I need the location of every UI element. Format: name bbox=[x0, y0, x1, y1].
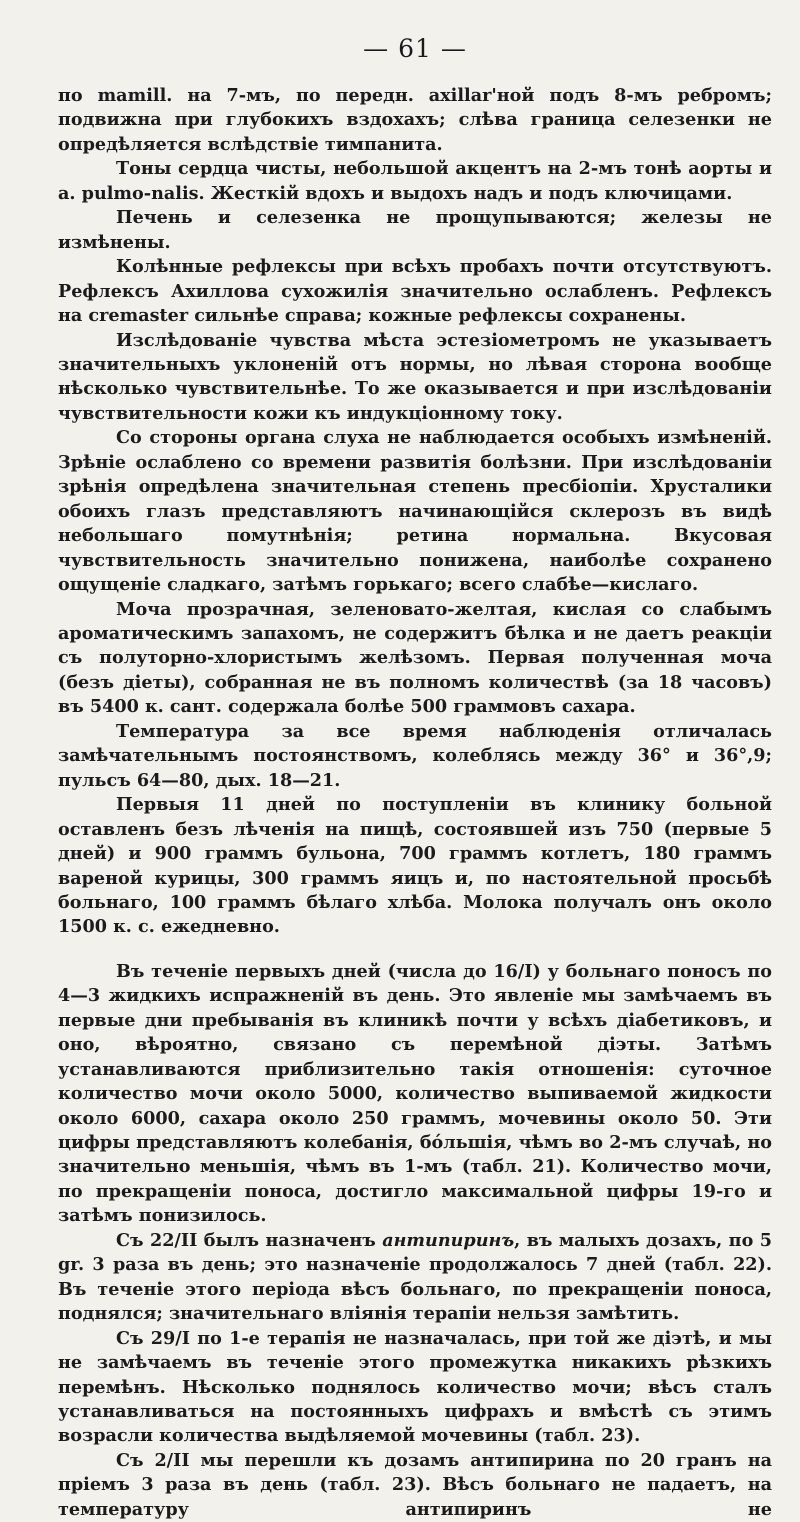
antipyrine-text-after: , въ малыхъ дозахъ, по 5 gr. 3 раза въ день; это назначеніе продолжалось 7 дней (табл. 22). Въ теченіе этого періода вѣсъ больнаго, по прекращеніи поноса, поднялся; значительнаго вліянія терапіи нельзя замѣтить. bbox=[58, 1229, 772, 1325]
page-number: — 61 — bbox=[363, 34, 467, 63]
paragraph-diet: Первыя 11 дней по поступленіи въ клинику больной оставленъ безъ лѣченія на пищѣ, состоявшей изъ 750 (первые 5 дней) и 900 граммъ бульона, 700 граммъ котлетъ, 180 граммъ вареной курицы, 300 граммъ яицъ и, по настоятельной просьбѣ больнаго, 100 граммъ бѣлаго хлѣба. Молока получалъ онъ около 1500 к. с. ежедневно. bbox=[58, 794, 772, 938]
paragraph-temperature: Температура за все время наблюденія отличалась замѣчательнымъ постоянствомъ, колеблясь между 36° и 36°,9; пульсъ 64—80, дых. 18—21. bbox=[58, 720, 772, 791]
paragraph-first-days: Въ теченіе первыхъ дней (числа до 16/I) у больнаго поносъ по 4—3 жидкихъ испражненій въ день. Это явленіе мы замѣчаемъ въ первые дни пребыванія въ клиникѣ почти у всѣхъ діабетиковъ, и оно, вѣроятно, связано съ перемѣной діэты. Затѣмъ устанавливаются приблизительно такія отношенія: суточное количество мочи около 5000, количество выпиваемой жидкости около 6000, сахара около 250 граммъ, мочевины около 50. Эти цифры представляютъ колебанія, бóльшія, чѣмъ во 2-мъ случаѣ, но значительно меньшія, чѣмъ въ 1-мъ (табл. 21). Количество мочи, по прекращеніи поноса, достигло максимальной цифры 19-го и затѣмъ понизилось. bbox=[58, 960, 772, 1227]
antipyrine-emphasis: антипиринъ bbox=[382, 1229, 515, 1251]
paragraph-antipyrine-doses: Съ 2/II мы перешли къ дозамъ антипирина по 20 гранъ на пріемъ 3 раза въ день (табл. 23). Вѣсъ больнаго не падаетъ, на температуру антипиринъ не bbox=[58, 1449, 772, 1520]
paragraph-senses: Со стороны органа слуха не наблюдается особыхъ измѣненій. Зрѣніе ослаблено со времени развитія болѣзни. При изслѣдованіи зрѣнія опредѣлена значительная степень пресбіопіи. Хрусталики обоихъ глазъ представляютъ начинающійся склерозъ въ видѣ небольшаго помутнѣнія; ретина нормальна. Вкусовая чувствительность значительно понижена, наиболѣе сохранено ощущеніе сладкаго, затѣмъ горькаго; всего слабѣе—кислаго. bbox=[58, 427, 772, 596]
paragraph-heart: Тоны сердца чисты, небольшой акцентъ на 2-мъ тонѣ аорты и a. pulmo-nalis. Жесткій вдохъ и выдохъ надъ и подъ ключицами. bbox=[58, 158, 772, 204]
document-page bbox=[58, 32, 772, 1522]
paragraph-spleen: по mamill. на 7-мъ, по передн. axillar'ной подъ 8-мъ ребромъ; подвижна при глубокихъ вздохахъ; слѣва граница селезенки не опредѣляется вслѣдствіе тимпанита. bbox=[58, 85, 772, 155]
paragraph-reflexes: Колѣнные рефлексы при всѣхъ пробахъ почти отсутствуютъ. Рефлексъ Ахиллова сухожилія значительно ослабленъ. Рефлексъ на cremaster сильнѣе справа; кожные рефлексы сохранены. bbox=[58, 256, 772, 327]
antipyrine-text-before: Съ 22/II былъ назначенъ bbox=[116, 1229, 383, 1251]
paragraph-urine: Моча прозрачная, зеленовато-желтая, кислая со слабымъ ароматическимъ запахомъ, не содержитъ бѣлка и не даетъ реакціи съ полуторно-хлористымъ желѣзомъ. Первая полученная моча (безъ діеты), собранная не въ полномъ количествѣ (за 18 часовъ) въ 5400 к. сант. содержала болѣе 500 граммовъ сахара. bbox=[58, 598, 772, 718]
paragraph-no-therapy: Съ 29/I по 1-е терапія не назначалась, при той же діэтѣ, и мы не замѣчаемъ въ теченіе этого промежутка никакихъ рѣзкихъ перемѣнъ. Нѣсколько поднялось количество мочи; вѣсъ сталъ устанавливаться на постоянныхъ цифрахъ и вмѣстѣ съ этимъ возрасли количества выдѣляемой мочевины (табл. 23). bbox=[58, 1327, 772, 1447]
paragraph-antipyrine bbox=[58, 1229, 772, 1327]
paragraph-sensitivity: Изслѣдованіе чувства мѣста эстезіометромъ не указываетъ значительныхъ уклоненій отъ нормы, но лѣвая сторона вообще нѣсколько чувствительнѣе. То же оказывается и при изслѣдованіи чувствительности кожи къ индукціонному току. bbox=[58, 329, 772, 424]
paragraph-liver: Печень и селезенка не прощупываются; железы не измѣнены. bbox=[58, 207, 772, 253]
